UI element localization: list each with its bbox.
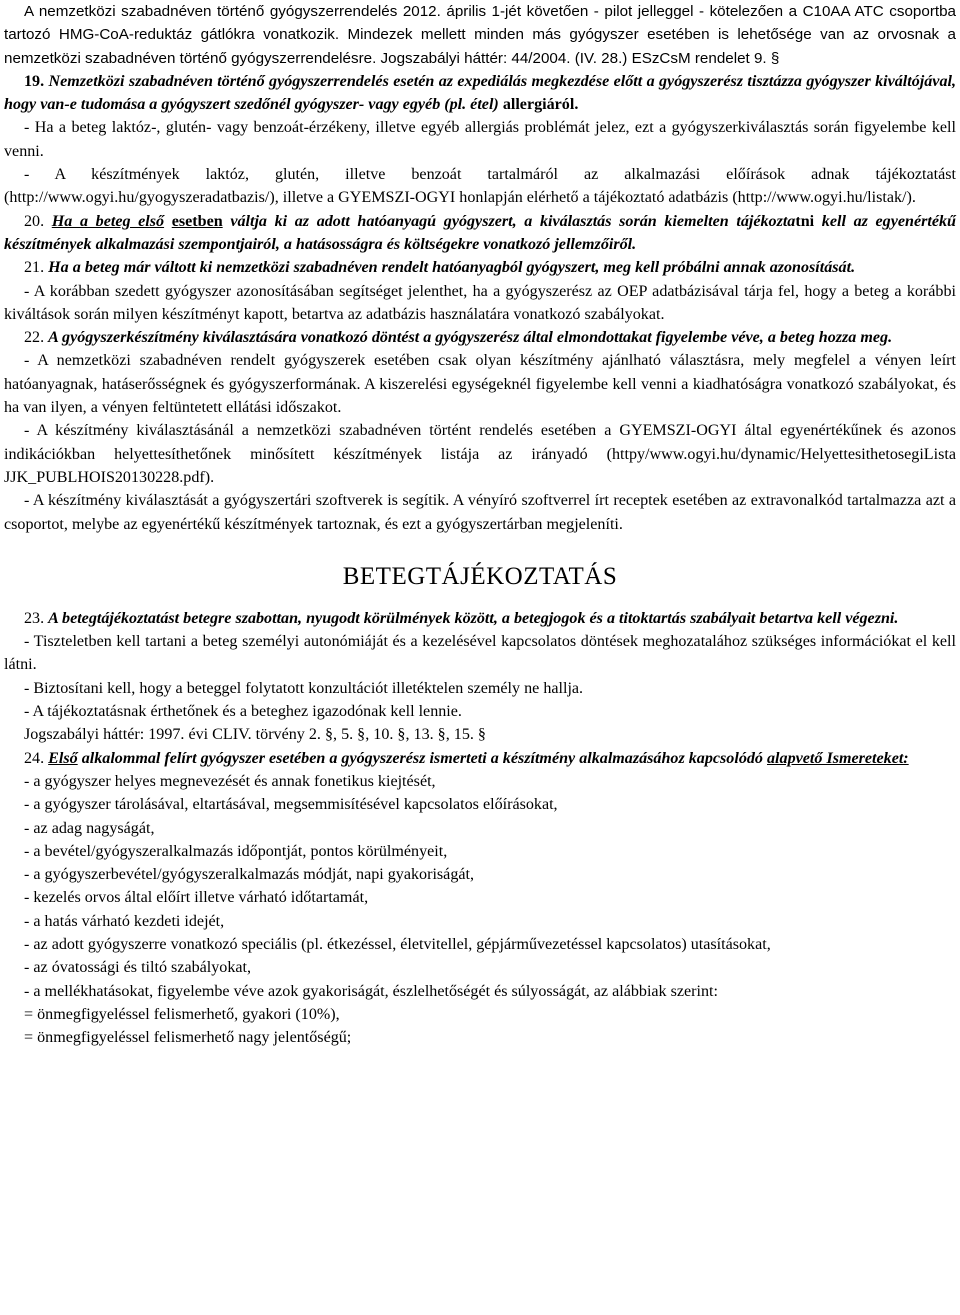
legal-reference: Jogszabályi háttér: 1997. évi CLIV. törvény 2. §, 5. §, 10. §, 13. §, 15. § — [24, 726, 486, 744]
section-heading: BETEGTÁJÉKOZTATÁS — [342, 562, 618, 590]
list-item: - a hatás várható kezdeti idejét, — [24, 912, 225, 930]
section-23-heading: 23. A betegtájékoztatást betegre szabottan, nyugodt körülmények között, a betegjogok és a titoktartás szabályait betartva kell végezni. — [24, 609, 899, 627]
intro-paragraph: A nemzetközi szabadnéven történő gyógyszerrendelés 2012. április 1-jét követően - pilot jelleggel - kötelezően a C10AA ATC csoportba tartozó HMG-CoA-reduktáz gátlókra vonatkozik. Mindezek mellett minden más gyógyszer esetében is lehetősége van az orvosnak a nemzetközi szabadnéven történő gyógyszerrendelésre. Jogszabályi háttér: 44/2004. (IV. 28.) ESzCsM rendelet 9. § — [4, 3, 956, 67]
list-item: - a bevétel/gyógyszeralkalmazás időpontját, pontos körülményeit, — [24, 842, 448, 860]
list-item: - a gyógyszer helyes megnevezését és annak fonetikus kiejtését, — [24, 772, 436, 790]
legal-reference: Jogszabályi háttér: 44/2004. (IV. 28.) ESzCsM rendelet 9. § — [380, 49, 780, 67]
list-item: - az adott gyógyszerre vonatkozó speciális (pl. étkezéssel, életvitellel, gépjárművezetéssel kapcsolatos) utasításokat, — [24, 935, 771, 953]
section-22-bullet: - A készítmény kiválasztását a gyógyszertári szoftverek is segítik. A vényíró szoftverrel írt receptek esetében az extravonalkód tartalmazza azt a csoportot, melybe az egyenértékű készítmények tartoznak, és ezt a gyógyszertárban megjeleníti. — [4, 492, 956, 533]
list-item: - a gyógyszerbevétel/gyógyszeralkalmazás módját, napi gyakoriságát, — [24, 866, 475, 884]
section-22-bullet: - A nemzetközi szabadnéven rendelt gyógyszerek esetében csak olyan készítmény ajánlható választásra, mely megfelel a vényen leírt hatóanyagnak, hatáserősségnek és gyógyszerformának. A kiszerelési egységeknél figyelembe kell venni a kiadhatóságra vonatkozó szabályokat, és ha van ilyen, a vényen feltüntetett ellátási időszakot. — [4, 352, 956, 417]
knowledge-list — [4, 770, 956, 1050]
list-item: - az óvatossági és tiltó szabályokat, — [24, 959, 252, 977]
section-23-bullet: - Tiszteletben kell tartani a beteg személyi autonómiáját és a kezelésével kapcsolatos döntések meghozatalához szükséges információkat el kell látni. — [4, 633, 956, 674]
list-item: - kezelés orvos által előírt illetve várható időtartamát, — [24, 889, 369, 907]
list-item: = önmegfigyeléssel felismerhető, gyakori (10%), — [24, 1005, 340, 1023]
section-19-heading: 19. Nemzetközi szabadnéven történő gyógyszerrendelés esetén az expediálás megkezdése előtt a gyógyszerész tisztázza gyógyszer kiváltójával, hogy van-e tudomása a gyógyszert szedőnél gyógyszer- vagy egyéb (pl. étel) allergiáról. — [4, 72, 956, 114]
section-19-bullet: - A készítmények laktóz, glutén, illetve benzoát tartalmáról az alkalmazási előírások adnak tájékoztatást (http://www.ogyi.hu/gyogyszeradatbazis/), illetve a GYEMSZI-OGYI honlapján elérhető a tájékoztató adatbázis (http://www.ogyi.hu/listak/). — [4, 166, 956, 207]
list-item: - a gyógyszer tárolásával, eltartásával, megsemmisítésével kapcsolatos előírásokat, — [24, 796, 558, 814]
section-20-heading: 20. Ha a beteg első esetben váltja ki az adott hatóanyagú gyógyszert, a kiválasztás során kiemelten tájékoztatni kell az egyenértékű készítmények alkalmazási szempontjairól, a hatásosságra és költségekre vonatkozó jellemzőiről. — [4, 212, 956, 253]
section-24-heading: 24. Első alkalommal felírt gyógyszer esetében a gyógyszerész ismerteti a készítmény alkalmazásához kapcsolódó alapvető Ismereteket: — [24, 749, 909, 767]
list-item: = önmegfigyeléssel felismerhető nagy jelentőségű; — [24, 1029, 352, 1047]
section-21-bullet: - A korábban szedett gyógyszer azonosításában segítséget jelenthet, ha a gyógyszerész az OEP adatbázisával tárja fel, hogy a beteg a korábbi kiváltások során milyen készítményt kapott, betartva az adatbázis használatára vonatkozó szabályokat. — [4, 282, 956, 323]
section-19-bullet: - Ha a beteg laktóz-, glutén- vagy benzoát-érzékeny, illetve egyéb allergiás problémát jelez, ezt a gyógyszerkiválasztás során figyelembe kell venni. — [4, 119, 956, 160]
list-item: - a mellékhatásokat, figyelembe véve azok gyakoriságát, észlelhetőségét és súlyosságát, az alábbiak szerint: — [24, 982, 718, 1000]
section-23-bullet: - Biztosítani kell, hogy a beteggel folytatott konzultációt illetéktelen személy ne hallja. — [24, 679, 584, 697]
section-22-heading: 22. A gyógyszerkészítmény kiválasztására vonatkozó döntést a gyógyszerész által elmondottakat figyelembe véve, a beteg hozza meg. — [24, 329, 893, 347]
section-22-bullet: - A készítmény kiválasztásánál a nemzetközi szabadnéven történt rendelés esetében a GYEMSZI-OGYI által egyenértékűnek és azonos indikációkban helyettesíthetőnek minősített készítmények listája az irányadó (httpy/www.ogyi.hu/dynamic/HelyettesithetosegiLista JJK_PUBLHOIS20130228.pdf). — [4, 422, 956, 486]
list-item: - az adag nagyságát, — [24, 819, 155, 837]
section-21-heading: 21. Ha a beteg már váltott ki nemzetközi szabadnéven rendelt hatóanyagból gyógyszert, meg kell próbálni annak azonosítását. — [24, 259, 856, 277]
section-23-bullet: - A tájékoztatásnak érthetőnek és a beteghez igazodónak kell lennie. — [24, 703, 462, 721]
